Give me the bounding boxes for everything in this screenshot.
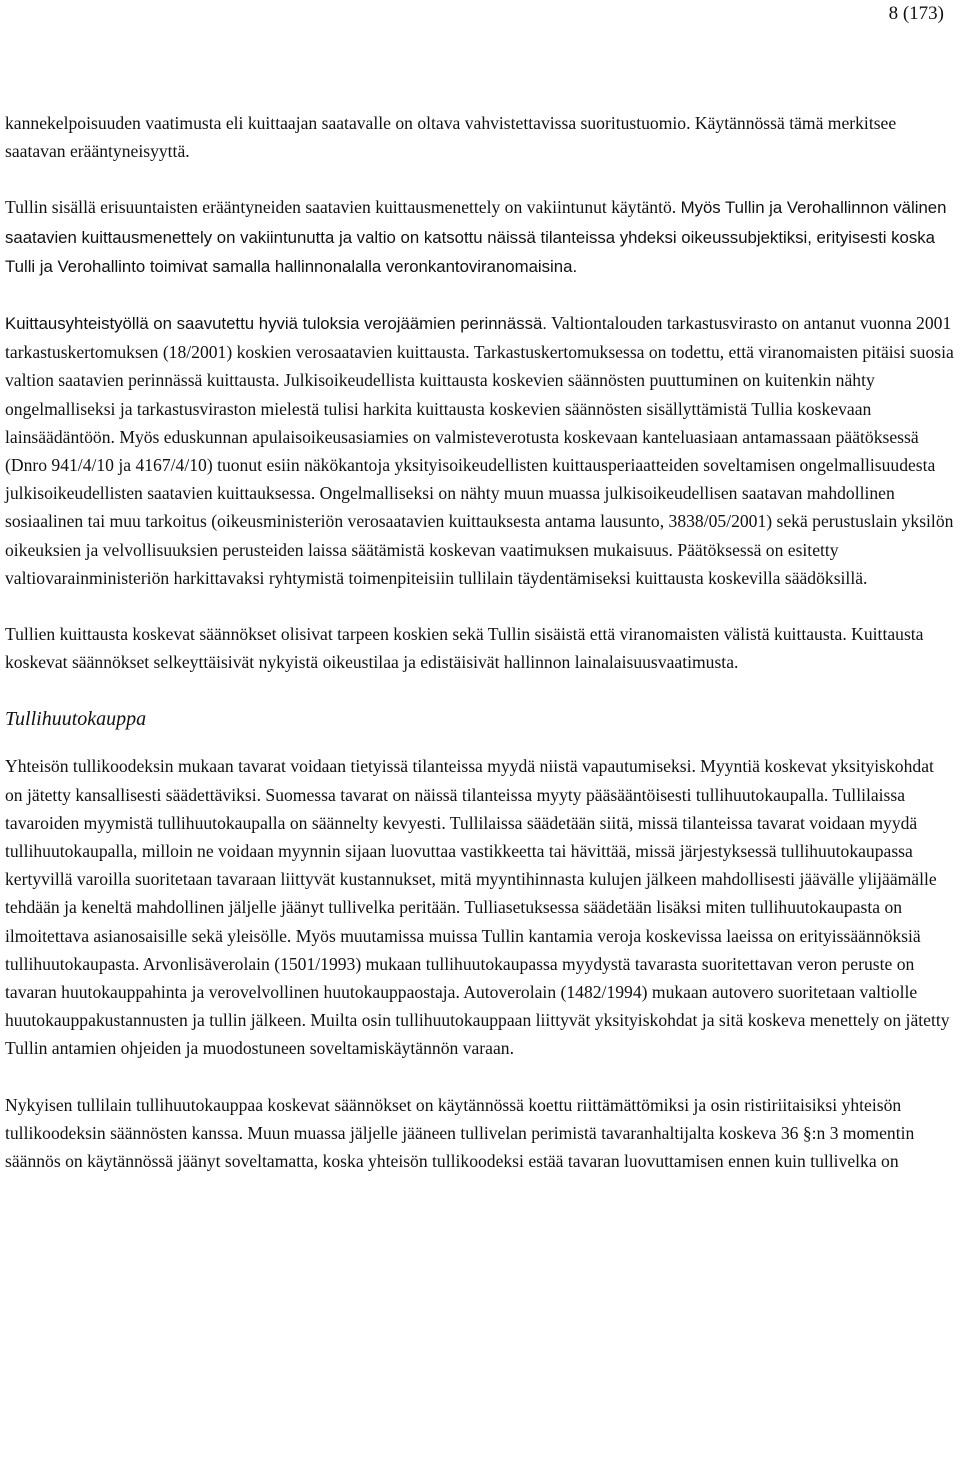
paragraph-2	[5, 193, 955, 281]
paragraph-4: Tullien kuittausta koskevat säännökset olisivat tarpeen koskien sekä Tullin sisäistä että viranomaisten välistä kuittausta. Kuittausta koskevat säännökset selkeyttäisivät nykyistä oikeustilaa ja edistäisivät hallinnon lainalaisuusvaatimusta.	[5, 624, 924, 673]
section-paragraph-2: Nykyisen tullilain tullihuutokauppaa koskevat säännökset on käytännössä koettu riittämättömiksi ja osin ristiriitaisiksi yhteisön tullikoodeksin säännösten kanssa. Muun muassa jäljelle jääneen tullivelan perimistä tavaranhaltijalta koskeva 36 §:n 3 momentin säännös on käytännössä jäänyt soveltamatta, koska yhteisön tullikoodeksi estää tavaran luovuttamisen ennen kuin tullivelka on	[5, 1094, 915, 1172]
paragraph-3	[5, 309, 955, 592]
paragraph-3-sans-text: Kuittausyhteistyöllä on saavutettu hyviä tuloksia verojäämien perinnässä.	[5, 314, 547, 334]
paragraph-1: kannekelpoisuuden vaatimusta eli kuittaajan saatavalle on oltava vahvistettavissa suoritustuomio. Käytännössä tämä merkitsee saatavan erääntyneisyyttä.	[5, 113, 897, 162]
page-number: 8 (173)	[888, 3, 944, 24]
section-heading: Tullihuutokauppa	[5, 708, 147, 731]
paragraph-3-serif-text: Valtiontalouden tarkastusvirasto on antanut vuonna 2001 tarkastuskertomuksen (18/2001) koskien verosaatavien kuittausta. Tarkastuskertomuksessa on todettu, että viranomaisten pitäisi suosia valtion saatavien perinnässä kuittausta. Julkisoikeudellista kuittausta koskevien säännösten puuttuminen on kuitenkin nähty ongelmalliseksi ja tarkastusviraston mielestä tulisi harkita kuittausta koskevien säännösten sisällyttämistä Tullia koskevaan lainsäädäntöön. Myös eduskunnan apulaisoikeusasiamies on valmisteverotusta koskevaan kanteluasiaan antamassaan päätöksessä (Dnro 941/4/10 ja 4167/4/10) tuonut esiin näkökantoja yksityisoikeudellisten kuittausperiaatteiden soveltamisen ongelmallisuudesta julkisoikeudellisten saatavien kuittauksessa. Ongelmalliseksi on nähty muun muassa julkisoikeudellisen saatavan mahdollinen sosiaalinen tai muu tarkoitus (oikeusministeriön verosaatavien kuittauksesta antama lausunto, 3838/05/2001) sekä perustuslain yksilön oikeuksien ja velvollisuuksien perusteiden laissa säätämistä koskevan vaatimuksen mukaisuus. Päätöksessä on esitetty valtiovarainministeriön harkittavaksi ryhtymistä toimenpiteisiin tullilain täydentämiseksi kuittausta koskevilla säädöksillä.	[5, 313, 954, 588]
section-paragraph-1: Yhteisön tullikoodeksin mukaan tavarat voidaan tietyissä tilanteissa myydä niistä vapautumiseksi. Myyntiä koskevat yksityiskohdat on jätetty kansallisesti säädettäviksi. Suomessa tavarat on näissä tilanteissa myyty pääsääntöisesti tullihuutokaupalla. Tullilaissa tavaroiden myymistä tullihuutokaupalla on säännelty kevyesti. Tullilaissa säädetään siitä, missä tilanteissa tavarat voidaan myydä tullihuutokaupalla, milloin ne voidaan myynnin sijaan luovuttaa vastikkeetta tai hävittää, missä järjestyksessä tullihuutokaupassa kertyvillä varoilla suoritetaan tavaraan liittyvät kustannukset, mitä myyntihinnasta kulujen jälkeen mahdollisesti jäävälle ylijäämälle tehdään ja keneltä mahdollinen jäljelle jäänyt tullivelka peritään. Tulliasetuksessa säädetään lisäksi miten tullihuutokaupasta on ilmoitettava asianosaisille sekä yleisölle. Myös muutamissa muissa Tullin kantamia veroja koskevissa laeissa on erityissäännöksiä tullihuutokaupasta. Arvonlisäverolain (1501/1993) mukaan tullihuutokaupassa myydystä tavarasta suoritettavan veron peruste on tavaran huutokauppahinta ja verovelvollinen huutokauppaostaja. Autoverolain (1482/1994) mukaan autovero suoritetaan valtiolle huutokauppakustannusten ja tullin jälkeen. Muilta osin tullihuutokauppaan liittyvät yksityiskohdat ja sitä koskeva menettely on jätetty Tullin antamien ohjeiden ja muodostuneen soveltamiskäytännön varaan.	[5, 756, 950, 1059]
paragraph-2-sans-text: Myös Tullin ja Verohallinnon välinen saatavien kuittausmenettely on vakiintunutta ja valtio on katsottu näissä tilanteissa yhdeksi oikeussubjektiksi, erityisesti koska Tulli ja Verohallinto toimivat samalla hallinnonalalla veronkantoviranomaisina.	[5, 198, 947, 276]
document-body	[5, 109, 955, 1175]
paragraph-2-serif-text: Tullin sisällä erisuuntaisten erääntyneiden saatavien kuittausmenettely on vakiintunut käytäntö.	[5, 197, 677, 218]
